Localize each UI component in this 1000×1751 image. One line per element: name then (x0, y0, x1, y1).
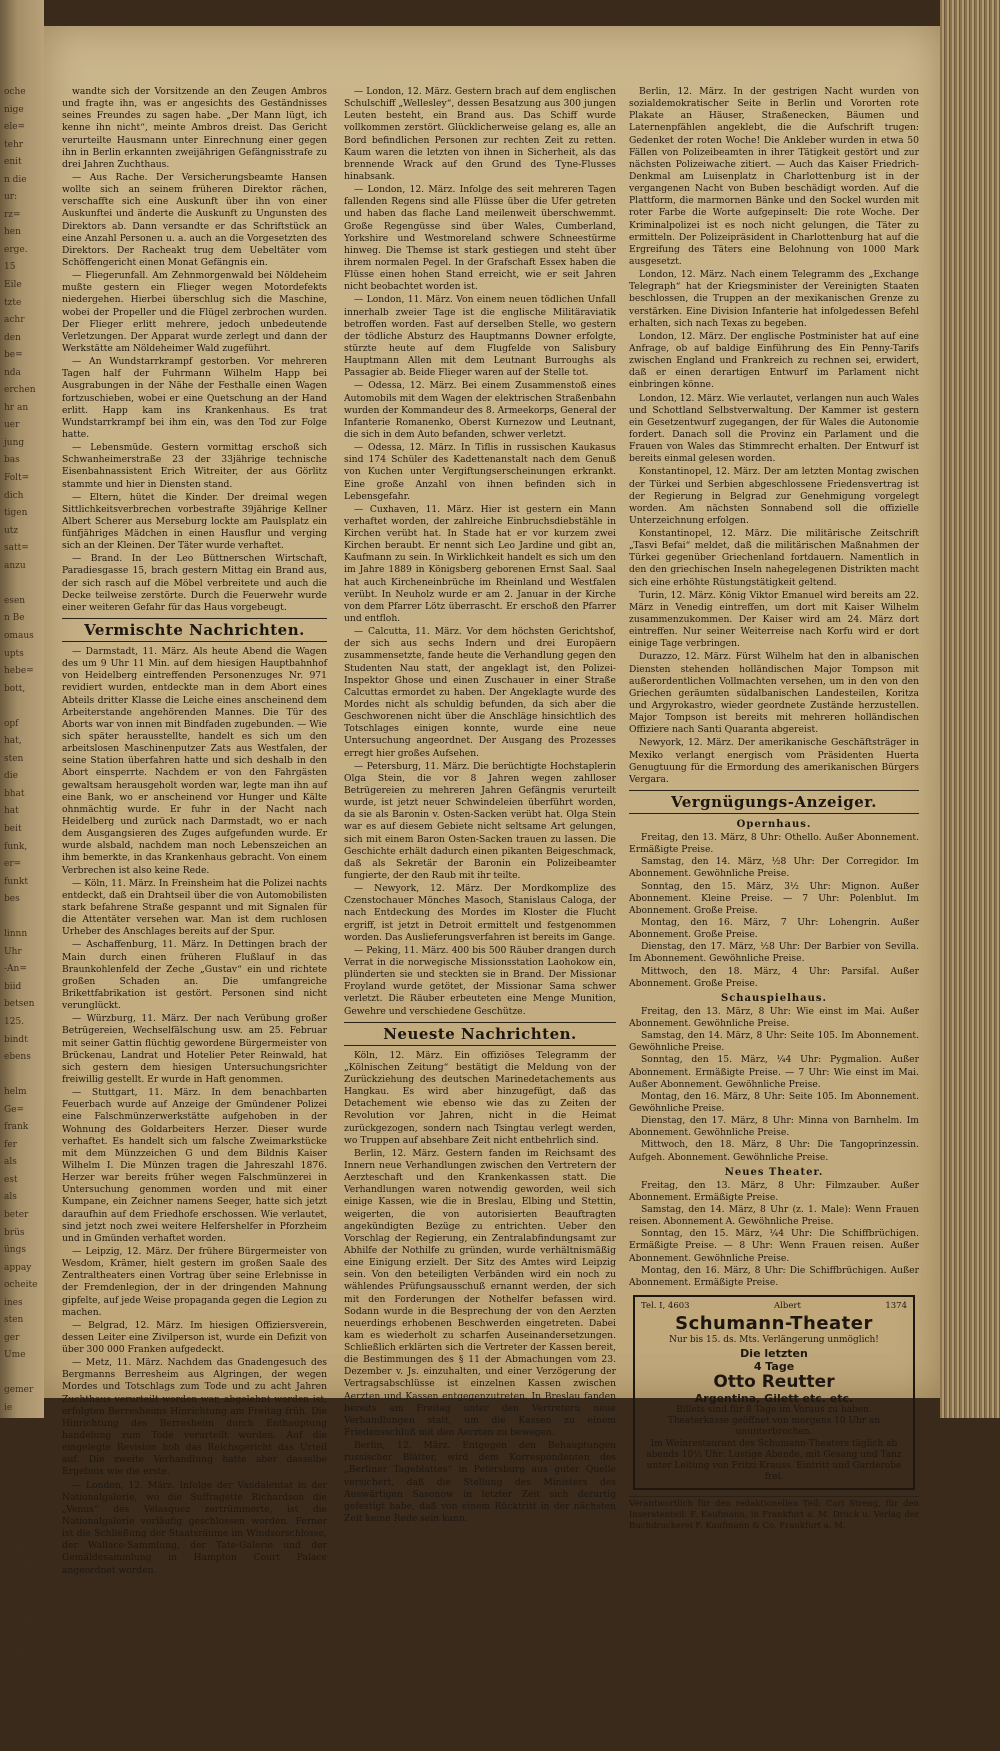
ad-line: Theaterkasse geöffnet von morgens 10 Uhr an ununterbrochen. (667, 1416, 881, 1438)
article: Durazzo, 12. März. Fürst Wilhelm hat den in albanischen Diensten stehenden holländischen Major Tompson mit außerordentlichen Vollmachten versehen, um in den von den Griechen geräumten südalbanischen Landesteilen, Koritza und Argyrokastro, wieder geordnete Zustände herzustellen. Major Tompson ist bereits mit mehreren holländischen Offiziere nach Santi Quaranta abgereist. (629, 651, 919, 736)
ad-line: Argentina, Gilett etc. etc. (694, 1391, 854, 1405)
article: — Eltern, hütet die Kinder. Der dreimal wegen Sittlichkeitsverbrechen vorbestrafte 39jährige Kellner Albert Scherer aus Merseburg lockte am Paulsplatz ein fünfjähriges Mädchen in einen Hausflur und verging sich an der Kleinen. Der Täter wurde verhaftet. (62, 491, 327, 552)
article: Berlin, 12. März. Gestern fanden im Reichsamt des Innern neue Verhandlungen zwischen den Vertretern der Aerzteschaft und den Krankenkassen statt. Die Verhandlungen waren notwendig geworden, weil sich einige Kassen, wie die in Breslau, Elbing und Stettin, weigerten, die von autorisierten Beauftragten angekündigten Bezüge zu entrichten. Ueber den Vorschlag der Regierung, ein Zentralabfindungsamt zur Abhilfe der Nothilfe zu gründen, wurde verhältnismäßig eine Einigung erzielt. Der Sitz des Amtes wird Leipzig sein. Von den beteiligten Verbänden wird ein noch zu wählendes Prüfungsausschuß ernannt werden, der sich mit den Forderungen der Nothelfer befassen wird. Sodann wurde in die Besprechung der von den Aerzten neuerdings erhobenen Beschwerden eingetreten. Dabei kam es wiederholt zu scharfen Auseinandersetzungen. Schließlich erklärten sich die Vertreter der Kassen bereit, die Bestimmungen des § 11 der Abmachungen vom 23. Dezember v. Js. einzuhalten, und einer Verzögerung der Vertragsabschlüsse ist einzelnen Kassen zwischen Aerzten und Kassen entgegenzutreten. In Breslau fanden bereits am Freitag unter den Vertretern neue Verhandlungen statt, um die Kassen zu einem Friedensschluß mit den Aerzten zu bewegen. (344, 1147, 616, 1439)
section-heading-vermischte: Vermischte Nachrichten. (62, 618, 327, 642)
article: — Aschaffenburg, 11. März. In Dettingen brach der Main durch einen früheren Flußlauf in das Braunkohlenfeld der Zeche „Gustav“ ein und richtete großen Schaden an. Die umfangreiche Brikettfabrikation ist gestört. Personen sind nicht verunglückt. (62, 939, 327, 1012)
article: — London, 12. März. Gestern brach auf dem englischen Schulschiff „Wellesley“, dessen Besatzung aus 300 jungen Leuten besteht, ein Brand aus. Das Schiff wurde vollkommen zerstört. Glücklicherweise gelang es, alle an Bord befindlichen Personen zur rechten Zeit zu retten. Kaum waren die letzten von ihnen in Sicherheit, als das brennende Wrack auf den Grund des Tyne-Flusses hinabsank. (344, 86, 616, 182)
program-line: Mittwoch, den 18. März, 4 Uhr: Parsifal. Außer Abonnement. Große Preise. (629, 965, 919, 989)
program-line: Freitag, den 13. März, 8 Uhr: Othello. Außer Abonnement. Ermäßigte Preise. (629, 832, 919, 856)
article: — Odessa, 12. März. In Tiflis in russischen Kaukasus sind 174 Schüler des Kadettenanstalt nach dem Genuß von Kuchen unter Vergiftungserscheinungen erkrankt. Eine große Anzahl von ihnen befinden sich in Lebensgefahr. (344, 442, 616, 502)
article: — Darmstadt, 11. März. Als heute Abend die Wagen des um 9 Uhr 11 Min. auf dem hiesigen Hauptbahnhof von Heidelberg eintreffenden Personenzuges Nr. 971 revidiert wurden, entdeckte man in dem Abort eines Abteils dritter Klasse die Leiche eines anscheinend dem Arbeiterstande angehörenden Mannes. Die Tür des Aborts war von innen mit Bindfaden zugebunden. — Wie sich später herausstellte, handelt es sich um den arbeitslosen Maschinenputzer Zats aus Westfalen, der seine Station überfahren hatte und sich deshalb in den Abort einsperrte. Nachdem er von den Fahrgästen gewaltsam herausgeholt worden war, legte man ihn auf eine Bank, wo er anscheinend vor Hunger und Kälte ohnmächtig wurde. Er fuhr in der Nacht nach Heidelberg und zurück nach Darmstadt, wo er nach dem Ausgangsieren des Zuges aufgefunden wurde. Er wurde alsbald, nachdem man noch Lebenszeichen an ihm bemerkte, in das Krankenhaus gebracht. Von einem Verbrechen ist also keine Rede. (62, 646, 327, 876)
column-1 (62, 86, 327, 1576)
article: — Calcutta, 11. März. Vor dem höchsten Gerichtshof, der sich aus sechs Indern und drei Europäern zusammensetzte, fande heute die Verhandlung gegen den Studenten Nau statt, der angeklagt ist, den Polizei-Inspektor Ghose und einen Zuschauer in einer Straße Calcuttas ermordet zu haben. Der Angeklagte wurde des Mordes nicht als schuldig befunden, da sich aber die Geschworenen nicht über die Anschläge hinsichtlich des Totschlages einigen konnte, wurde eine neue Untersuchung angeordnet. Der Ausgang des Prozesses erregt hier großes Aufsehen. (344, 626, 616, 759)
article: — Brand. In der Leo Büttnerschen Wirtschaft, Paradiesgasse 15, brach gestern Mittag ein Brand aus, der sich rasch auf die Möbel verbreitete und auch die Decke teilweise zerstörte. Durch die Feuerwehr wurde einer weiteren Gefahr für das Haus vorgebeugt. (62, 553, 327, 613)
ad-line: Nur bis 15. ds. Mts. Verlängerung unmöglich! (669, 1335, 879, 1346)
article: — Köln, 11. März. In Freinsheim hat die Polizei nachts entdeckt, daß ein Drahtseil über die von Automobilisten stark befahrene Straße gespannt und mit Signalen für die Attentäter versehen war. Man ist dem ruchlosen Urheber des Anschlages bereits auf der Spur. (62, 877, 327, 938)
ad-num: 1374 (885, 1300, 907, 1311)
program-line: Sonntag, den 15. März, 3½ Uhr: Mignon. Außer Abonnement. Kleine Preise. — 7 Uhr: Polenblut. Im Abonnement. Große Preise. (629, 880, 919, 916)
program-line: Sonntag, den 15. März, ¼4 Uhr: Die Schiffbrüchigen. Ermäßigte Preise. — 8 Uhr: Wenn Frauen reisen. Außer Abonnement. Gewöhnliche Preise. (629, 1228, 919, 1264)
program-line: Montag, den 16. März, 8 Uhr: Die Schiffbrüchigen. Außer Abonnement. Ermäßigte Preise. (629, 1264, 919, 1288)
theater-name: Neues Theater. (724, 1166, 824, 1178)
article: — Würzburg, 11. März. Der nach Verübung großer Betrügereien, Wechselfälschung usw. am 25. Februar mit seiner Gattin flüchtig gewordene Bürgermeister von Brückenau, Landrat und Hotelier Peter Reinwald, hat sich gestern dem hiesigen Untersuchungsrichter freiwillig gestellt. Er wurde in Haft genommen. (62, 1013, 327, 1085)
newspaper-sheet (44, 26, 940, 1576)
article: — An Wundstarrkrampf gestorben. Vor mehreren Tagen half der Fuhrmann Wilhelm Happ bei Ausgrabungen in der Nähe der Festhalle einen Wagen fortzuschieben, wobei er eine Quetschung an der Hand erlitt. Happ kam ins Krankenhaus. Es trat Wundstarrkrampf bei ihm ein, was den Tod zur Folge hatte. (62, 356, 327, 440)
ad-theater-name: Schumann-Theater (675, 1312, 873, 1334)
program-line: Samstag, den 14. März, ½8 Uhr: Der Corregidor. Im Abonnement. Gewöhnliche Preise. (629, 856, 919, 880)
article: Newyork, 12. März. Der amerikanische Geschäftsträger in Mexiko verlangt energisch vom Präsidenten Huerta Genugtuung für die Ermordung des amerikanischen Bürgers Vergara. (629, 737, 919, 785)
program-line: Dienstag, den 17. März, 8 Uhr: Minna von Barnhelm. Im Abonnement. Gewöhnliche Preise. (629, 1115, 919, 1139)
article: — Newyork, 12. März. Der Mordkomplize des Czenstochauer Mönches Masoch, Stanislaus Caloga, der nach Entdeckung des Mordes im Kloster die Flucht ergriff, ist jetzt in Detroit ermittelt und festgenommen worden. Das Auslieferungsverfahren ist bereits im Gange. (344, 883, 616, 943)
article: Turin, 12. März. König Viktor Emanuel wird bereits am 22. März in Venedig eintreffen, um dort mit Kaiser Wilhelm zusammenzukommen. Der Kaiser wird am 24. März dort eintreffen. Nur seiner Weiterreise nach Korfu wird er dort einige Tage verbringen. (629, 589, 919, 650)
section-heading-vergnuegung: Vergnügungs-Anzeiger. (629, 790, 919, 814)
column-3 (629, 86, 919, 1531)
left-page-fragments: oche nige ele= tehr enit n die ur: rz= hen erge. 15 Eile tzte achr den be= nda erchen hr an uer jung bas Folt= dich tigen utz satt= anzu esen n Be omaus upts hebe= bott, opf hat, sten die bhat hat beit funk, er= funkt bes linnn Uhr -An= biid betsen 125. bindt ebens helm Ge= frank fer als est als beter brüs üngs appay ocheite ines sten ger Ume gemer ie zul hie chi weniger löse wards fennen brecht aruen reine belcher Haus nalms Ber bulen belons rthe 1 Han (4, 87, 42, 1747)
ad-line: 4 Tage (753, 1359, 795, 1373)
article: — Peking, 11. März. 400 bis 500 Räuber drangen durch Verrat in die norwegische Missionsstation Laohokow ein, plünderten sie und steckten sie in Brand. Der Missionar Froyland wurde getötet, der Missionar Sama schwer verletzt. Die Räuber erbeuteten eine Menge Munition, Gewehre und verschiedene Geschütze. (344, 944, 616, 1017)
theater-name: Schauspielhaus. (720, 992, 828, 1004)
left-page-edge (0, 0, 44, 1747)
article: — Aus Rache. Der Versicherungsbeamte Hansen wollte sich an seinem früheren Direktor rächen, verschaffte sich eine Auskunft über ihn von einer Auskunftei und änderte die Auskunft zu Ungunsten des Direktors ab. Dann versandte er das Schriftstück an eine Anzahl Personen u. a. auch an die Vorgesetzten des Direktors. Der Racheakt trug dem Uebeltäter vom Schöffengericht einen Monat Gefängnis ein. (62, 171, 327, 268)
column-2 (344, 86, 616, 1525)
imprint: Verantwortlich für den redaktionellen Teil: Carl Streng, für den Inseratenteil: F. Kaufmann, in Frankfurt a. M. Druck u. Verlag der Buchdruckerei F. Kaufmann & Co. Frankfurt a. M. (629, 1496, 919, 1532)
section-heading-neueste: Neueste Nachrichten. (344, 1022, 616, 1046)
ad-line: Im Weinrestaurant des Schumann-Theaters täglich ab abends 10½ Uhr: Lustige Abende, mit Gesang und Tanz unter Leitung von Fritzi Krauss. Eintritt und Garderobe frei. (646, 1438, 902, 1483)
article: — Petersburg, 11. März. Die berüchtigte Hochstaplerin Olga Stein, die vor 8 Jahren wegen zahlloser Betrügereien zu mehreren Jahren Gefängnis verurteilt wurde, ist jetzt neuer Schwindeleien überführt worden, da sie als Baronin v. Osten-Sacken verübt hat. Olga Stein war es auf diesem Gebiete nicht seltsame Art gelungen, sich mit einem Baron Osten-Sacken trauen zu lassen. Die Geschichte erhält dadurch einen pikanten Beigeschmack, daß als Sekretär der Baronin ein Polizeibeamter fungierte, der den Raub mit ihr teilte. (344, 760, 616, 881)
ad-line: Die letzten (740, 1346, 808, 1360)
article: — Odessa, 12. März. Bei einem Zusammenstoß eines Automobils mit dem Wagen der elektrischen Straßenbahn wurden der Kommandeur des 8. Armeekorps, General der Infanterie Romanenko, Oberst Kurnezow und Leutnant, die sich in dem Auto befanden, schwer verletzt. (344, 380, 616, 440)
article: Konstantinopel, 12. März. Die militärische Zeitschrift „Tasvi Befai“ meldet, daß die militärischen Maßnahmen der Türkei gegenüber Griechenland fortdauern. Namentlich in den den griechischen Inseln nahegelegenen Distrikten macht sich eine erhöhte Rüstungstätigkeit geltend. (629, 528, 919, 588)
ad-tel: Tel. I, 4603 (641, 1300, 690, 1311)
program-line: Dienstag, den 17. März, ½8 Uhr: Der Barbier von Sevilla. Im Abonnement. Gewöhnliche Preise. (629, 941, 919, 965)
article: — London, 12. März. Infolge des seit mehreren Tagen fallenden Regens sind alle Flüsse über die Ufer getreten und haben das flache Land meilenweit überschwemmt. Große Regengüsse sind über Wales, Cumberland, Yorkshire und Westmoreland schwere Schneestürme hinweg. Die Themse ist stark gestiegen und steht über ihrem normalen Pegel. In der Grafschaft Essex haben die Flüsse einen hohen Stand erreicht, wie er seit Jahren nicht beobachtet worden ist. (344, 184, 616, 293)
article: — London, 11. März. Von einem neuen tödlichen Unfall innerhalb zweier Tage ist die englische Militäraviatik betroffen worden. Fast auf derselben Stelle, wo gestern der tödliche Absturz des Hauptmanns Downer erfolgte, stürzte heute auf dem Flugfelde von Salisbury Hauptmann Allen mit dem Leutnant Burroughs als Passagier ab. Beide Flieger waren auf der Stelle tot. (344, 294, 616, 379)
article: — London, 12. März. Infolge der Vandalentat in der Nationalgalerie, wo die Suffragette Richardson die „Venus“ des Velasquez zertrümmerte, ist die Nationalgalerie vorläufig geschlossen worden. Ferner ist die Schließung der Staatsräume im Windsorschlosse, der Wallace-Sammlung, der Tate-Galerie und der Gemäldesammlung in Hampton Court Palace angeordnet worden. (62, 1479, 327, 1576)
advertisement-schumann-theater (633, 1295, 915, 1490)
program-line: Mittwoch, den 18. März, 8 Uhr: Die Tangoprinzessin. Aufgeh. Abonnement. Gewöhnliche Preise. (629, 1139, 919, 1163)
article: — Cuxhaven, 11. März. Hier ist gestern ein Mann verhaftet worden, der zahlreiche Einbruchsdiebstähle in Kirchen verübt hat. In Stade hat er vor kurzem zwei Kirchen beraubt. Er nennt sich Leo Jardine und gibt an, Kaufmann zu sein. In Wirklichkeit handelt es sich um den im Jahre 1889 in Königsberg geborenen Ernst Saal. Saal hat auch Kircheneinbrüche im Rheinland und Westfalen verübt. In Neuholz wurde er am 2. Januar in der Kirche von dem Pfarrer Lötz überrascht. Er erschoß den Pfarrer und entfloh. (344, 503, 616, 625)
article: Köln, 12. März. Ein offiziöses Telegramm der „Kölnischen Zeitung“ bestätigt die Meldung von der Zurückziehung des deutschen Marinedetachements aus Hangkau. Es wird aber hinzugefügt, daß das Detachement wie ebenso wie das zu Zeiten der Revolution vor Jahren, nicht in die Heimat zurückgezogen, sondern nach Tsingtau verlegt werden, wo Truppen auf absehbare Zeit nicht entbehrlich sind. (344, 1049, 616, 1146)
article: Konstantinopel, 12. März. Der am letzten Montag zwischen der Türkei und Serbien abgeschlossene Friedensvertrag ist der Regierung in Belgrad zur Genehmigung vorgelegt worden. Am nächsten Sonnabend soll die offizielle Unterzeichnung erfolgen. (629, 466, 919, 526)
article: — Leipzig, 12. März. Der frühere Bürgermeister von Wesdom, Krämer, hielt gestern im großen Saale des Zentraltheaters einen Vortrag über seine Erlebnisse in der Fremdenlegion, der in der dringenden Mahnung gipfelte, auf jede Weise propaganda gegen die Legion zu machen. (62, 1245, 327, 1318)
theater-name: Opernhaus. (736, 819, 812, 831)
article: Berlin, 12. März. Entgegen den Behauptungen russischer Blätter, wird dem Korrespondenten des „Berliner Tageblattes“ in Petersburg aus guter Quelle versichert, daß die Stellung des Ministers des Auswärtigen Sasonow in letzter Zeit sich derartig gefestigt habe, daß von einem Rücktritt in der nächsten Zeit keine Rede sein kann. (344, 1440, 616, 1525)
article: — Fliegerunfall. Am Zehnmorgenwald bei Nöldeheim mußte gestern ein Flieger wegen Motordefekts niedergehen. Hierbei überschlug sich die Maschine, wobei der Propeller und die Flügel zerbrochen wurden. Der Flieger erlitt mehrere, jedoch unbedeutende Verletzungen. Der Apparat wurde zerlegt und dann der Werkstätte am Nöldeheimer Wald zugeführt. (62, 270, 327, 354)
article: wandte sich der Vorsitzende an den Zeugen Ambros und fragte ihn, was er angesichts des Geständnisses seines Freundes zu sagen habe. „Der Mann lügt, ich kenne ihn nicht“, meinte Ambros dreist. Das Gericht verurteilte Hausmann unter Einrechnung einer gegen ihn in Berlin erkannten zweijährigen Gefängnisstrafe zu drei Jahren Zuchthaus. (62, 86, 327, 170)
ad-header-row (641, 1301, 907, 1312)
program-line: Samstag, den 14. März, 8 Uhr (z. 1. Male): Wenn Frauen reisen. Abonnement A. Gewöhnliche Preise. (629, 1203, 919, 1228)
program-line: Freitag, den 13. März, 8 Uhr: Filmzauber. Außer Abonnement. Ermäßigte Preise. (629, 1179, 919, 1203)
program-line: Montag, den 16. März, 8 Uhr: Seite 105. Im Abonnement. Gewöhnliche Preise. (629, 1090, 919, 1114)
ad-line: Billets sind für 8 Tage im Voraus zu haben. (676, 1404, 872, 1415)
article: London, 12. März. Der englische Postminister hat auf eine Anfrage, ob auf baldige Einführung des Ein Penny-Tarifs zwischen England und Frankreich zu rechnen sei, erwidert, daß er einen derartigen Entwurf im Parlament nicht einbringen könne. (629, 330, 919, 391)
article: — Belgrad, 12. März. Im hiesigen Offiziersverein, dessen Leiter eine Zivilperson ist, wurde ein Defizit von über 300 000 Franken aufgedeckt. (62, 1319, 327, 1356)
article: London, 12. März. Wie verlautet, verlangen nun auch Wales und Schottland Selbstverwaltung. Der Kammer ist gestern ein Gesetzentwurf zugegangen, der für Wales die Autonomie fordert. Danach soll die Provinz ein Parlament und die Frauen von Wales das Stimmrecht erhalten. Der Entwurf ist bereits einmal gelesen worden. (629, 392, 919, 465)
article: — Stuttgart, 11. März. In dem benachbarten Feuerbach wurde auf Anzeige der Gmündener Polizei eine Falschmünzerwerkstätte aufgehoben in der Wohnung des Goldarbeiters Herzer. Dieser wurde verhaftet. Es handelt sich um falsche Zweimarkstücke mit dem Münzzeichen G und dem Bildnis Kaiser Wilhelm I. Die Münzen tragen die Jahreszahl 1876. Herzer war bereits früher wegen Falschmünzerei in Untersuchung genommen worden und mit einer Kumpane, ein Zeichner namens Seeger, hatte sich jetzt daraufhin auf dem Friedhofe erschossen. Wie verlautet, sind jetzt noch zwei weitere Helfershelfer in Pforzheim und in Gmünden verhaftet worden. (62, 1087, 327, 1244)
article: — Lebensmüde. Gestern vormittag erschoß sich Schwanheimerstraße 23 der 33jährige technische Eisenbahnassistent Erich Witreiter, der aus Görlitz stammte und hier in Diensten stand. (62, 442, 327, 490)
ad-owner: Albert (774, 1300, 801, 1311)
article: London, 12. März. Nach einem Telegramm des „Exchange Telegraph“ hat der Kriegsminister der Vereinigten Staaten beschlossen, die Truppen an der mexikanischen Grenze zu verstärken. Eine Division Infanterie hat infolgedessen Befehl erhalten, sich nach Texas zu begeben. (629, 269, 919, 329)
program-line: Freitag, den 13. März, 8 Uhr: Wie einst im Mai. Außer Abonnement. Gewöhnliche Preise. (629, 1005, 919, 1029)
book-page-edges (940, 0, 1000, 1418)
program-line: Samstag, den 14. März, 8 Uhr: Seite 105. Im Abonnement. Gewöhnliche Preise. (629, 1030, 919, 1054)
ad-star-name: Otto Reutter (713, 1371, 835, 1392)
program-line: Montag, den 16. März, 7 Uhr: Lohengrin. Außer Abonnement. Große Preise. (629, 917, 919, 941)
article: Berlin, 12. März. In der gestrigen Nacht wurden von sozialdemokratischer Seite in Berlin und Vororten rote Plakate an Häuser, Straßenecken, Bäumen und Laternenpfählen angeklebt, die die Aufschrift trugen: Gedenket der roten Woche! Die Ankleber wurden in etwa 50 Fällen von Polizeibeamten in ihrer Tätigkeit gestört und zur nächsten Polizeiwache zitiert. — Auch das Kaiser Friedrich-Denkmal am Luisenplatz in Charlottenburg ist in der vergangenen Nacht von Buben beschädigt worden. Auf die Plattform, die marmornen Bänke und den Sockel wurden mit roter Farbe die Worte aufgepinselt: Die rote Woche. Der Kriminalpolizei ist es noch nicht gelungen, die Täter zu ermitteln. Der Polizeipräsident in Charlottenburg hat auf die Ergreifung des Täters eine Belohnung von 1000 Mark ausgesetzt. (629, 86, 919, 267)
program-line: Sonntag, den 15. März, ¼4 Uhr: Pygmalion. Außer Abonnement. Ermäßigte Preise. — 7 Uhr: Wie einst im Mai. Außer Abonnement. Gewöhnliche Preise. (629, 1054, 919, 1090)
article: — Metz, 11. März. Nachdem das Gnadengesuch des Bergmanns Berresheim aus Algringen, der wegen Mordes und Totschlags zum Tode und zu acht Jahren Zuchthaus verurteilt worden war, abgelehnt worden ist, erfolgten Berresheims Hinrichtung am Freitag früh. Die Hinrichtung des Berresheim durch Enthauptung handelung zum Tode verurteilt worden. Auf die eingelegte Revision hob das Reichsgericht das Urteil auf. Die zweite Verhandlung hatte aber dasselbe Ergebnis wie die erste. (62, 1357, 327, 1478)
